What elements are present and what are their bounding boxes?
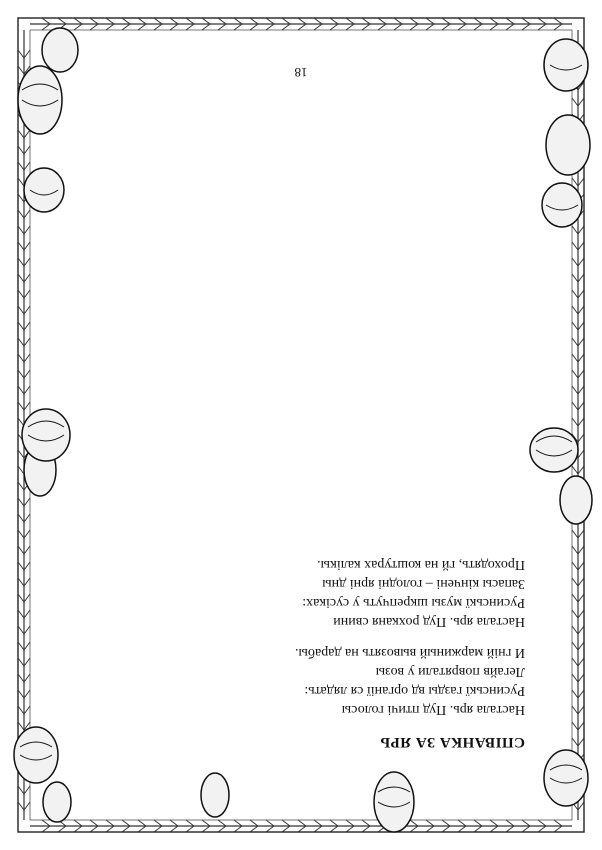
pysanka-egg-icon	[22, 409, 70, 461]
poem-line: Настала ярь. Пуд птичі голосы	[341, 702, 525, 717]
poem-line: Русинськї газды вд органії ся лядать:	[304, 683, 525, 698]
pysanka-egg-icon	[560, 476, 592, 524]
pysanka-egg-icon	[530, 428, 578, 472]
stanza-2	[75, 555, 525, 631]
pysanka-egg-icon	[201, 773, 229, 817]
page-number: 18	[294, 65, 308, 80]
poem-line: Запасы кінчені – голодні ярні дны	[322, 576, 525, 591]
pysanka-egg-icon	[43, 782, 71, 822]
pysanka-egg-icon	[374, 772, 414, 832]
pysanka-egg-icon	[546, 115, 590, 175]
poem-line: Русинськї музы шкрепчуть у сусіках:	[302, 595, 525, 610]
stanza-1	[75, 643, 525, 719]
pysanka-egg-icon	[542, 183, 582, 227]
poem	[75, 543, 525, 750]
poem-line: Настала ярь. Пуд рохканя свини	[333, 614, 525, 629]
poem-line: И гній маржиный вывозять на дарабы.	[294, 645, 525, 660]
poem-title: СПІВАНКА ЗА ЯРЬ	[379, 734, 525, 750]
poem-line: Проходять, гй на коштурах калікы.	[317, 557, 525, 572]
poem-line: Легайв поврятали у возы	[375, 664, 525, 679]
